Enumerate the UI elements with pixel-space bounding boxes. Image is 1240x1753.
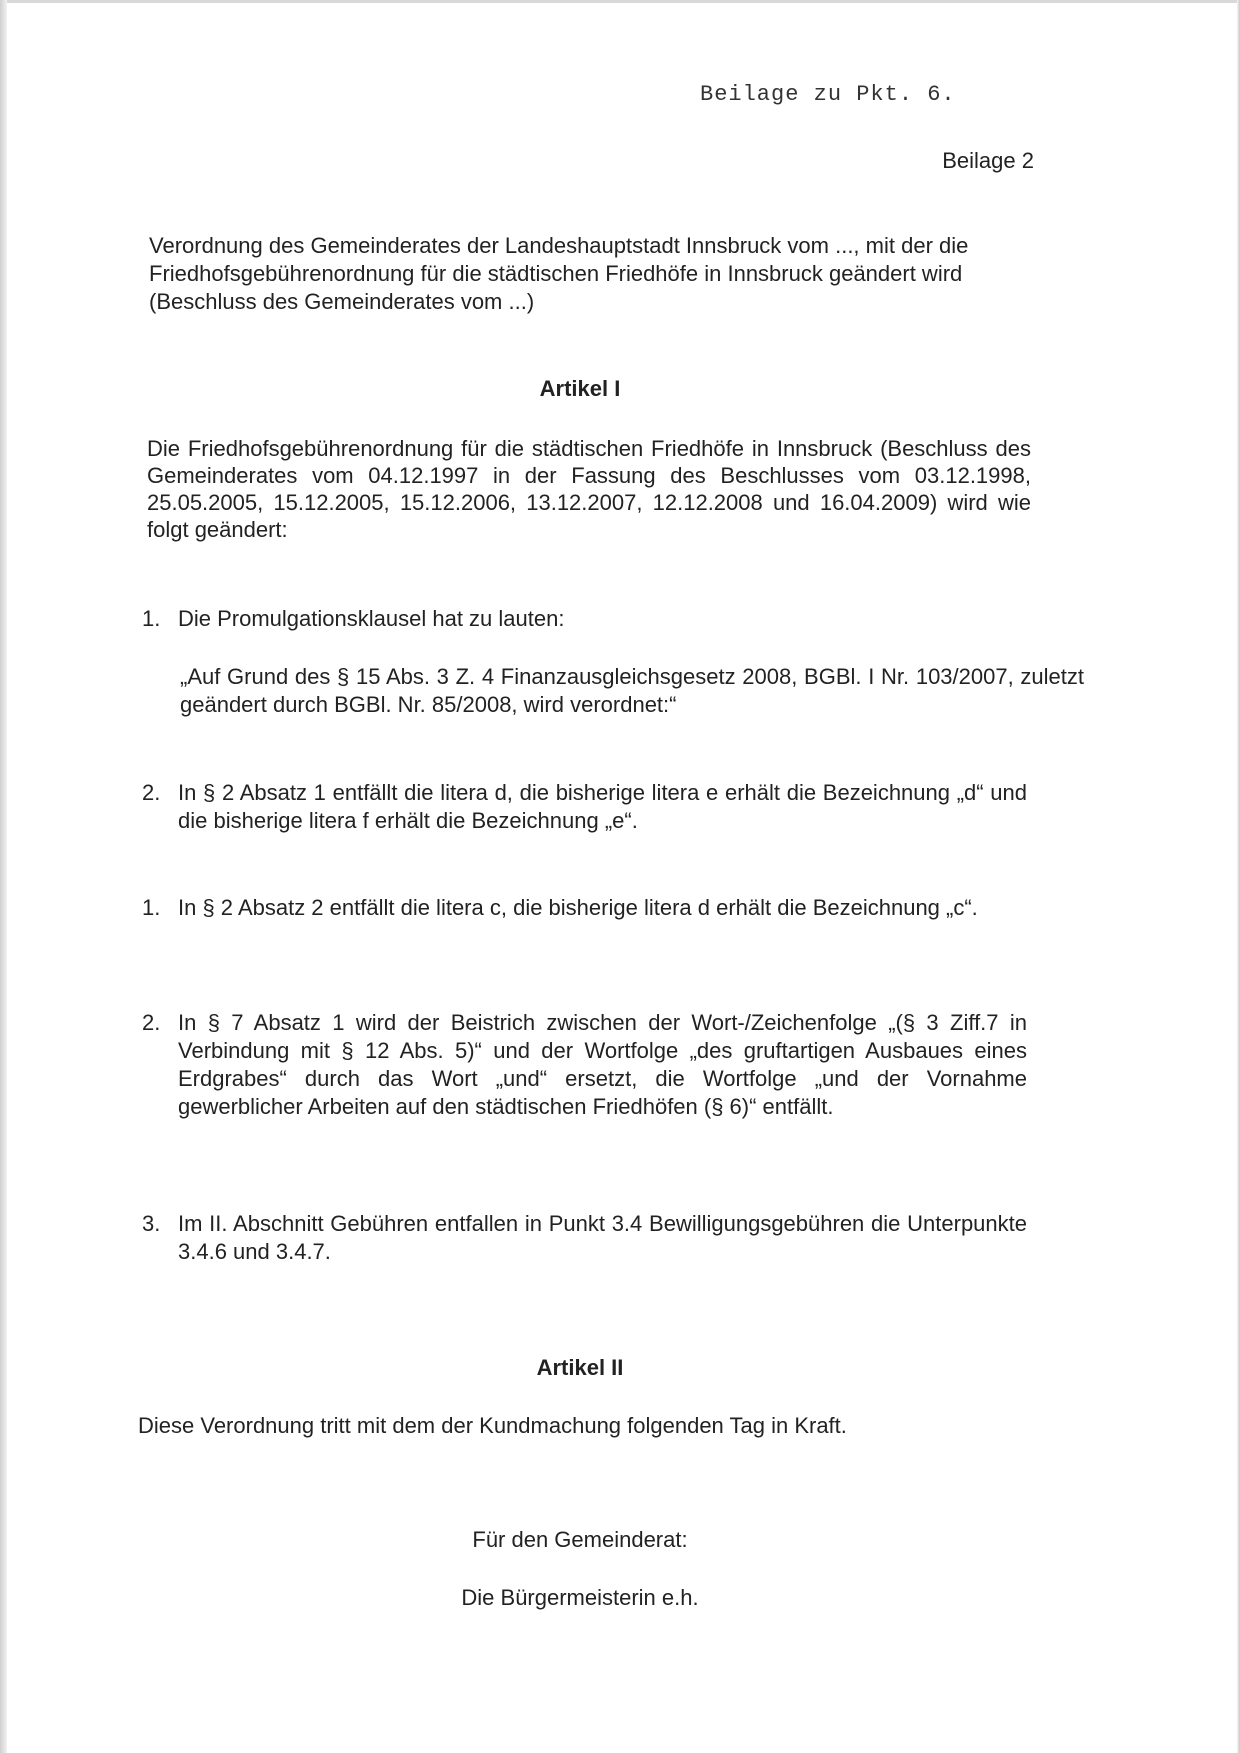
- typewriter-stamp: Beilage zu Pkt. 6.: [700, 82, 956, 107]
- article-1-heading: Artikel I: [539, 376, 621, 401]
- amendment-item: [142, 894, 1027, 922]
- amendment-item: [142, 1210, 1027, 1266]
- amendment-item: [142, 1009, 1027, 1121]
- article-2-heading: Artikel II: [536, 1355, 624, 1380]
- attachment-label: Beilage 2: [942, 148, 1034, 173]
- article-2-text: Diese Verordnung tritt mit dem der Kundmachung folgenden Tag in Kraft.: [138, 1413, 847, 1438]
- signature-line-mayor: Die Bürgermeisterin e.h.: [461, 1585, 699, 1610]
- article-1-intro-paragraph: Die Friedhofsgebührenordnung für die städtischen Friedhöfe in Innsbruck (Beschluss des Gemeinderates vom 04.12.1997 in der Fassung des Beschlusses vom 03.12.1998, 25.05.2005, 15.12.2005, 15.12.2006, 13.12.2007, 12.12.2008 und 16.04.2009) wird wie folgt geändert:: [147, 436, 1031, 542]
- item-text: In § 2 Absatz 2 entfällt die litera c, die bisherige litera d erhält die Bezeichnung „c“.: [178, 895, 978, 920]
- item-text: In § 7 Absatz 1 wird der Beistrich zwischen der Wort-/Zeichenfolge „(§ 3 Ziff.7 in Verbindung mit § 12 Abs. 5)“ und der Wortfolge „des gruftartigen Ausbaues eines Erdgrabes“ durch das Wort „und“ ersetzt, die Wortfolge „und der Vornahme gewerblicher Arbeiten auf den städtischen Friedhöfen (§ 6)“ entfällt.: [178, 1010, 1027, 1119]
- item-number: 3.: [142, 1211, 161, 1236]
- item-text: Im II. Abschnitt Gebühren entfallen in Punkt 3.4 Bewilligungsgebühren die Unterpunkte 3.4.6 und 3.4.7.: [178, 1211, 1027, 1264]
- item-number: 1.: [142, 606, 161, 631]
- item-text: Die Promulgationsklausel hat zu lauten:: [178, 606, 565, 631]
- item-number: 2.: [142, 780, 161, 805]
- signature-line-council: Für den Gemeinderat:: [472, 1527, 688, 1552]
- amendment-item: [142, 779, 1027, 835]
- item-number: 1.: [142, 895, 161, 920]
- amendment-item: [142, 605, 1027, 633]
- scan-edge-top: [0, 0, 1240, 3]
- scan-edge-left: [0, 0, 7, 1753]
- ordinance-title: Verordnung des Gemeinderates der Landeshauptstadt Innsbruck vom ..., mit der die Friedhofsgebührenordnung für die städtischen Friedhöfe in Innsbruck geändert wird (Beschluss des Gemeinderates vom ...): [149, 233, 969, 314]
- item-text: In § 2 Absatz 1 entfällt die litera d, die bisherige litera e erhält die Bezeichnung „d“ und die bisherige litera f erhält die Bezeichnung „e“.: [178, 780, 1027, 833]
- item-number: 2.: [142, 1010, 161, 1035]
- promulgation-clause-quote: „Auf Grund des § 15 Abs. 3 Z. 4 Finanzausgleichsgesetz 2008, BGBl. I Nr. 103/2007, zuletzt geändert durch BGBl. Nr. 85/2008, wird verordnet:“: [180, 664, 1084, 717]
